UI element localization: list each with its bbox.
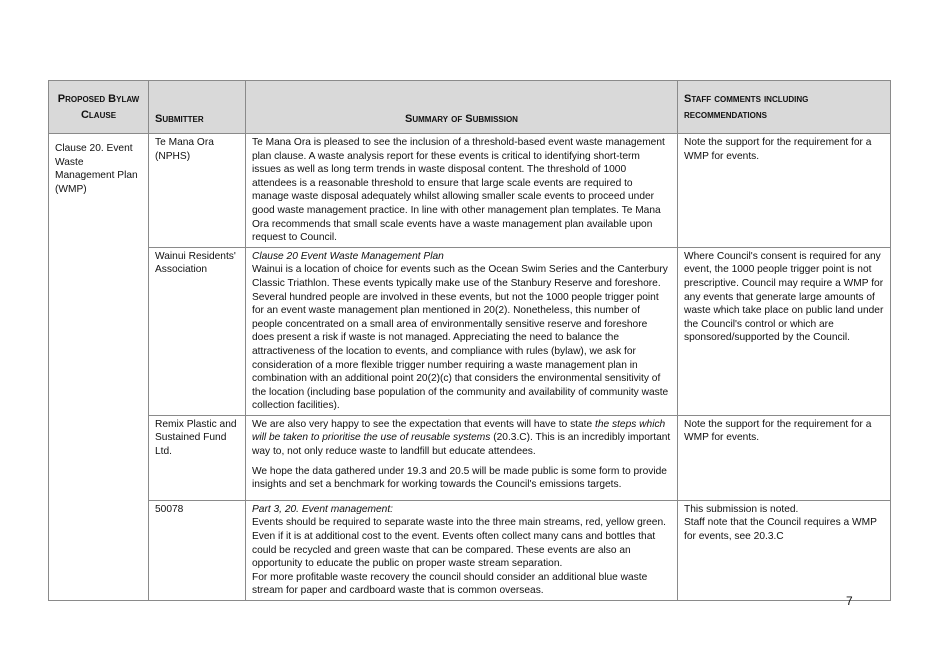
table-row — [49, 415, 891, 500]
summary-cell — [246, 500, 678, 600]
summary-subheading: Clause 20 Event Waste Management Plan — [252, 250, 444, 262]
staff-comment-cell: Where Council's consent is required for any event, the 1000 people trigger point is not prescriptive. Council may require a WMP for any events that generate large amounts of waste which take place on public land under the Council's control or which are sponsored/supported by the Council. — [678, 247, 891, 415]
header-staff-comments: Staff comments including recommendations — [678, 81, 891, 134]
summary-cell — [246, 415, 678, 500]
submitter-cell: Remix Plastic and Sustained Fund Ltd. — [149, 415, 246, 500]
summary-italic-quote: the steps which will be taken to prioritise the use of reusable systems — [252, 418, 666, 444]
header-summary-of-submission: Summary of Submission — [246, 81, 678, 134]
summary-paragraph: Wainui is a location of choice for events such as the Ocean Swim Series and the Canterbury Classic Triathlon. These events typically make use of the Stanbury Reserve and foreshore. Several hundred people are involved in these events, but not the 1000 people trigger point for an event waste management plan mentioned in 20(2). Nonetheless, this number of people concentrated on a small area of environmentally sensitive reserve and foreshore does present a risk if waste is not managed. Appreciating the need to balance the attractiveness of the location to events, and compliance with rules (bylaw), we ask for consideration of a more flexible trigger number requiring a waste management plan in combination with an additional point 20(2)(c) that considers the environmental sensitivity of the location (including base population of the community and availability of community waste collection facilities). — [252, 264, 669, 412]
staff-comment-cell: Note the support for the requirement for a WMP for events. — [678, 415, 891, 500]
staff-comment-line: This submission is noted. — [684, 503, 799, 515]
summary-paragraph: We hope the data gathered under 19.3 and 20.5 will be made public is some form to provide insights and set a benchmark for working towards the Council's emissions targets. — [252, 465, 667, 491]
summary-paragraph: We are also very happy to see the expectation that events will have to state the steps which will be taken to prioritise the use of reusable systems (20.3.C). This is an incredibly important way to, not only reduce waste to landfill but educate attendees. — [252, 418, 671, 458]
summary-paragraph: Events should be required to separate waste into the three main streams, red, yellow green. Even if it is at additional cost to the event. Events often collect many cans and bottles that could be recycled and green waste that can be compared. These events are also an opportunity to educate the public on proper waste stream separation. — [252, 517, 666, 570]
page-number: 7 — [846, 594, 853, 608]
staff-comment-cell: Note the support for the requirement for a WMP for events. — [678, 134, 891, 248]
summary-cell: Te Mana Ora is pleased to see the inclusion of a threshold-based event waste management plan clause. A waste analysis report for these events is critical to identifying short-term issues as well as long term trends in waste disposal content. The threshold of 1000 attendees is a reasonable threshold to ensure that large scale events are required to manage waste disposal adequately whilst allowing smaller scale events to proceed under good waste management practice. In line with other management plan templates. Te Mana Ora recommends that small scale events have a waste management plan available upon request to Council. — [246, 134, 678, 248]
summary-subheading: Part 3, 20. Event management: — [252, 503, 394, 515]
submitter-cell: Te Mana Ora (NPHS) — [149, 134, 246, 248]
clause-cell: Clause 20. Event Waste Management Plan (WMP) — [49, 134, 149, 601]
submitter-cell: 50078 — [149, 500, 246, 600]
staff-comment-line: Staff note that the Council requires a WMP for events, see 20.3.C — [684, 517, 877, 543]
table-row — [49, 500, 891, 600]
summary-paragraph: For more profitable waste recovery the council should consider an additional blue waste stream for paper and cardboard waste that is common overseas. — [252, 571, 648, 597]
staff-comment-cell — [678, 500, 891, 600]
table-header-row — [49, 81, 891, 134]
summary-cell — [246, 247, 678, 415]
table-row — [49, 134, 891, 248]
submissions-table — [48, 80, 891, 601]
header-submitter: Submitter — [149, 81, 246, 134]
header-proposed-bylaw-clause: Proposed Bylaw Clause — [49, 81, 149, 134]
submitter-cell: Wainui Residents' Association — [149, 247, 246, 415]
table-row — [49, 247, 891, 415]
